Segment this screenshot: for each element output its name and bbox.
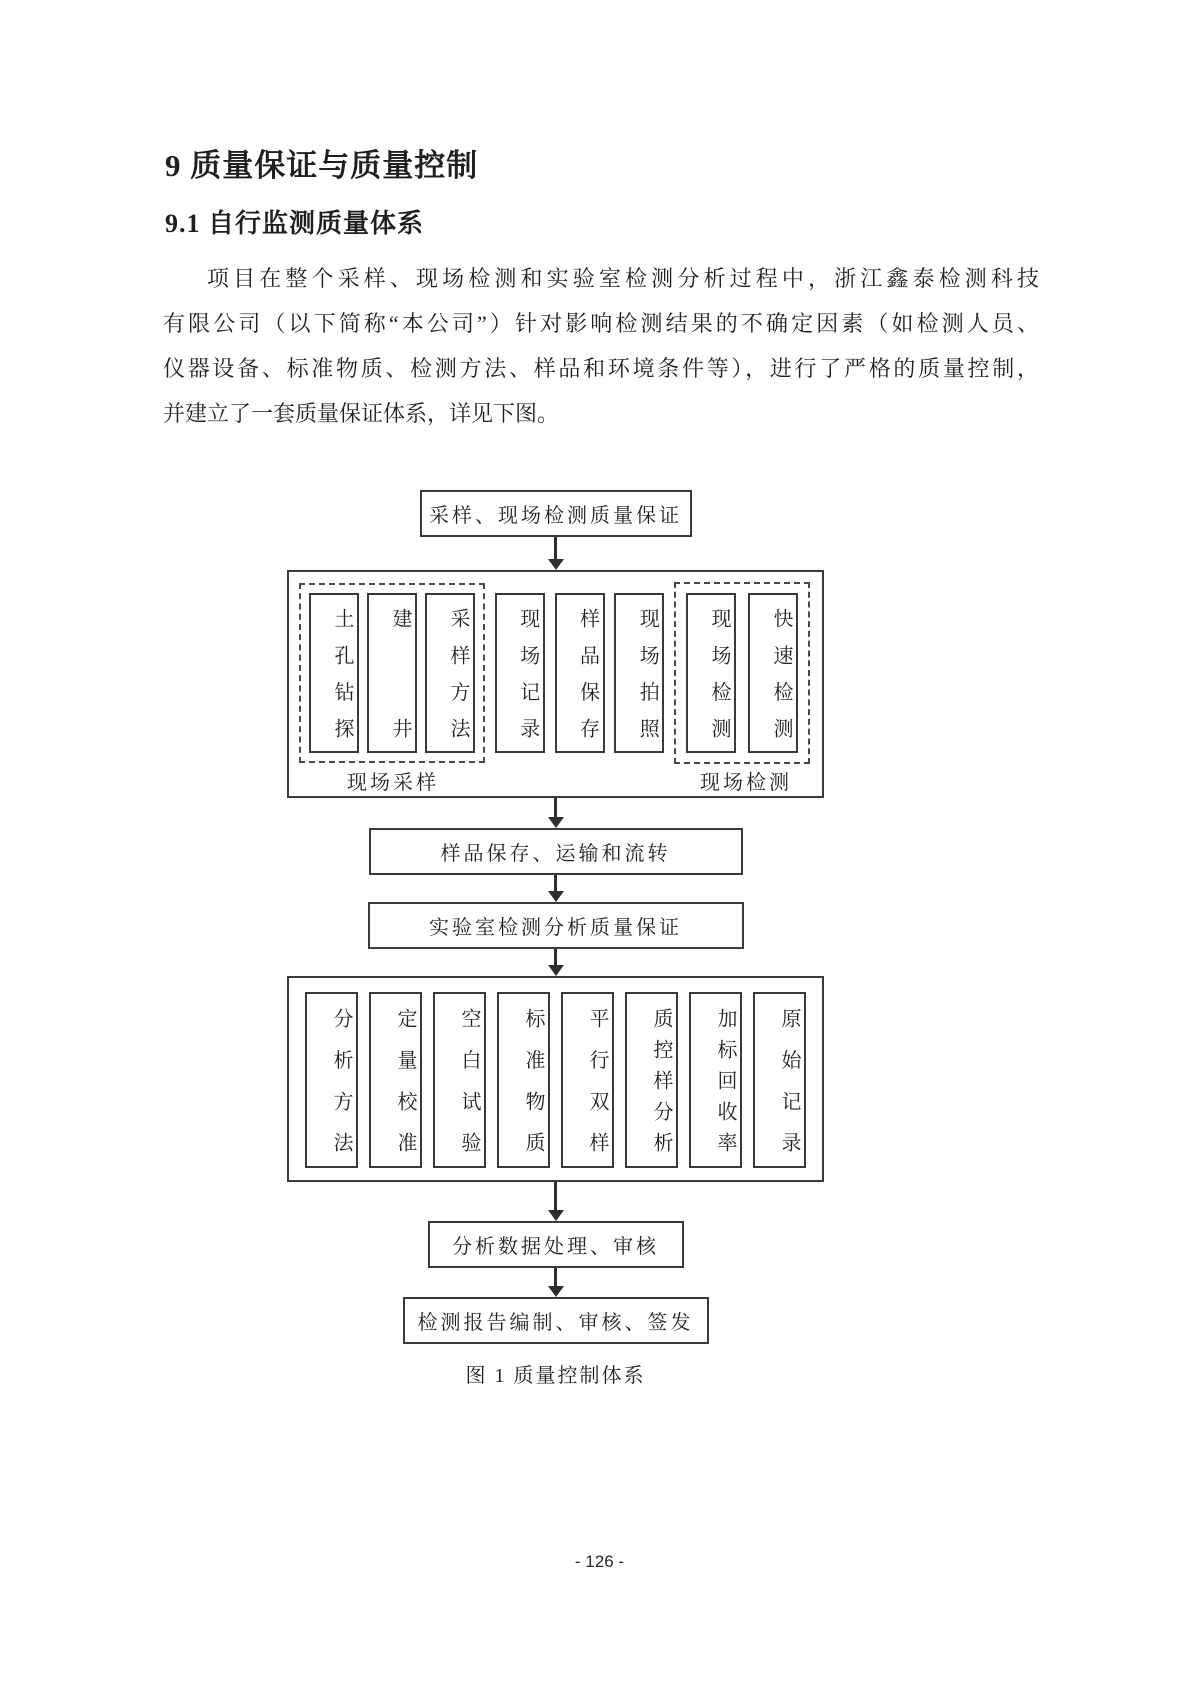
body-paragraph [163, 256, 1039, 436]
flow-item-sample-storage: 样品保存 [555, 593, 605, 753]
flow-item-site-record: 现场记录 [495, 593, 545, 753]
arrow-down-icon [548, 875, 564, 902]
flow-box-sampling-qa: 采样、现场检测质量保证 [420, 490, 692, 537]
paragraph-line: 项目在整个采样、现场检测和实验室检测分析过程中，浙江鑫泰检测科技 [207, 266, 1039, 291]
arrow-head [548, 891, 564, 902]
paragraph-line: 仪器设备、标准物质、检测方法、样品和环境条件等），进行了严格的质量控制， [163, 356, 1039, 381]
flow-item-parallel-samples: 平行双样 [561, 992, 614, 1168]
flow-item-analysis-method: 分析方法 [305, 992, 358, 1168]
arrow-down-icon [548, 949, 564, 976]
stage-field-work [287, 570, 824, 798]
flow-item-quant-calibration: 定量校准 [369, 992, 422, 1168]
subsection-heading: 9.1 自行监测质量体系 [165, 209, 425, 238]
arrow-head [548, 559, 564, 570]
stage-label-testing: 现场检测 [700, 771, 792, 794]
flow-item-qc-sample-analysis: 质控样分析 [625, 992, 678, 1168]
flow-box-lab-qa: 实验室检测分析质量保证 [368, 902, 744, 949]
arrow-shaft [554, 949, 557, 965]
arrow-down-icon [548, 1268, 564, 1297]
flow-box-report: 检测报告编制、审核、签发 [403, 1297, 709, 1344]
arrow-head [548, 965, 564, 976]
flow-item-spike-recovery: 加标回收率 [689, 992, 742, 1168]
figure-caption: 图 1 质量控制体系 [465, 1365, 646, 1387]
flow-item-site-photo: 现场拍照 [614, 593, 664, 753]
flow-item-original-record: 原始记录 [753, 992, 806, 1168]
arrow-shaft [554, 798, 557, 817]
testing-group [674, 582, 810, 764]
arrow-shaft [554, 875, 557, 891]
arrow-head [548, 1210, 564, 1221]
arrow-head [548, 1286, 564, 1297]
sampling-group [299, 583, 485, 763]
arrow-shaft [554, 1182, 557, 1210]
flow-item-drilling: 土孔钻探 [309, 593, 359, 753]
quality-control-flowchart [287, 490, 824, 1388]
arrow-shaft [554, 1268, 557, 1286]
arrow-down-icon [548, 1182, 564, 1221]
section-heading: 9 质量保证与质量控制 [165, 148, 479, 183]
stage-lab-row [289, 978, 822, 1180]
paragraph-line: 有限公司（以下简称“本公司”）针对影响检测结果的不确定因素（如检测人员、 [163, 311, 1039, 336]
flow-item-well: 建井 [367, 593, 417, 753]
stage-label-sampling: 现场采样 [347, 771, 439, 794]
flow-box-transport: 样品保存、运输和流转 [369, 828, 743, 875]
flow-item-rapid-testing: 快速检测 [748, 593, 798, 753]
flow-item-sampling-method: 采样方法 [425, 593, 475, 753]
stage-field-row [289, 572, 822, 764]
arrow-shaft [554, 537, 557, 559]
stage-lab-qc [287, 976, 824, 1182]
arrow-head [548, 817, 564, 828]
flow-item-blank-test: 空白试验 [433, 992, 486, 1168]
stage-field-labels [289, 764, 822, 796]
paragraph-line: 并建立了一套质量保证体系，详见下图。 [163, 401, 560, 426]
flow-item-standard-material: 标准物质 [497, 992, 550, 1168]
flow-item-site-testing: 现场检测 [686, 593, 736, 753]
flow-box-data-processing: 分析数据处理、审核 [428, 1221, 684, 1268]
arrow-down-icon [548, 798, 564, 828]
arrow-down-icon [548, 537, 564, 570]
page-number: - 126 - [574, 1552, 625, 1571]
